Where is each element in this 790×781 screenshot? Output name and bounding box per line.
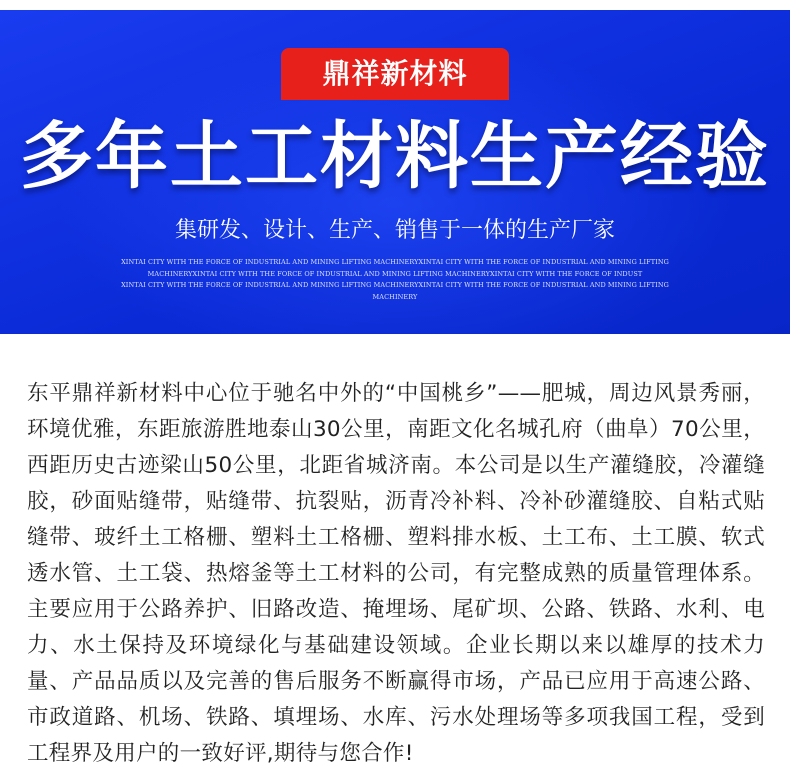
intro-paragraph: 东平鼎祥新材料中心位于驰名中外的“中国桃乡”——肥城，周边风景秀丽，环境优雅，东距旅游胜地泰山30公里，南距文化名城孔府（曲阜）70公里，西距历史古迹梁山50公里，北距省城济南。本公司是以生产灌缝胶，冷灌缝胶，砂面贴缝带，贴缝带、抗裂贴，沥青冷补料、冷补砂灌缝胶、自粘式贴缝带、玻纤土工格栅、塑料土工格栅、塑料排水板、土工布、土工膜、软式透水管、土工袋、热熔釜等土工材料的公司，有完整成熟的质量管理体系。主要应用于公路养护、旧路改造、掩埋场、尾矿坝、公路、铁路、水利、电力、水土保持及环境绿化与基础建设领域。企业长期以来以雄厚的技术力量、产品品质以及完善的售后服务不断赢得市场，产品已应用于高速公路、市政道路、机场、铁路、填埋场、水库、污水处理场等多项我国工程，受到工程界及用户的一致好评,期待与您合作! bbox=[27, 381, 765, 766]
english-tagline bbox=[110, 257, 680, 303]
hero-banner bbox=[0, 10, 790, 334]
brand-badge: 鼎祥新材料 bbox=[281, 48, 509, 100]
english-line-3: XINTAI CITY WITH THE FORCE OF INDUSTRIAL AND MINING LIFTING MACHINERYXINTAI CITY WITH THE FORCE OF INDUSTRIAL AND MINING LIFTING MACHINERY bbox=[121, 281, 669, 301]
subheadline: 集研发、设计、生产、销售于一体的生产厂家 bbox=[174, 218, 615, 243]
company-intro bbox=[27, 376, 765, 772]
english-line-1: XINTAI CITY WITH THE FORCE OF INDUSTRIAL AND MINING LIFTING MACHINERYXINTAI CITY WITH THE FORCE OF INDUSTRIAL AND MINING LIFTING bbox=[121, 258, 669, 266]
english-line-2: MACHINERYXINTAI CITY WITH THE FORCE OF INDUSTRIAL AND MINING LIFTING MACHINERYXINTAI CITY WITH THE FORCE OF INDUST bbox=[147, 269, 643, 278]
headline: 多年土工材料生产经验 bbox=[20, 114, 770, 199]
